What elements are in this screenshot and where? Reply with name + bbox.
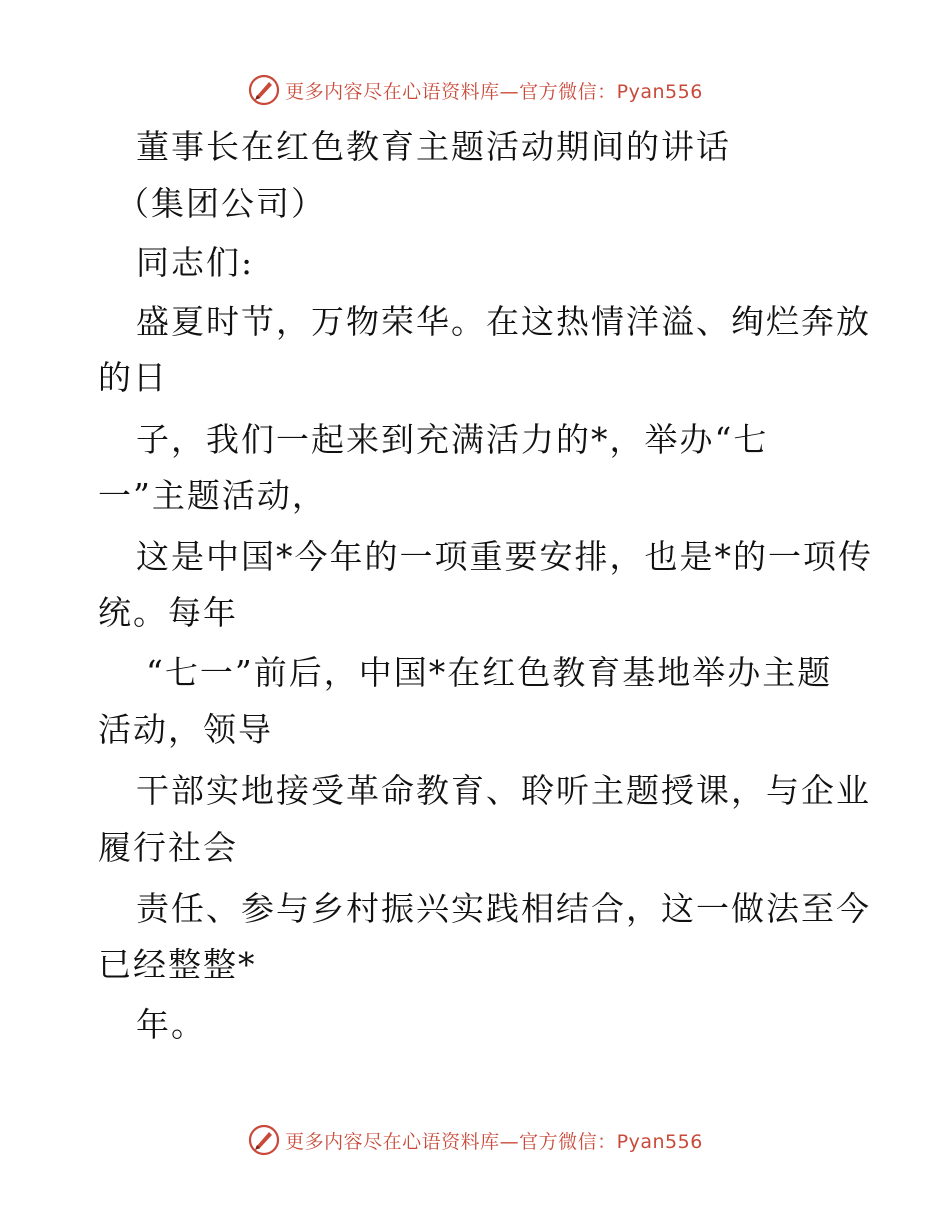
body-line: 子，我们一起来到充满活力的*，举办“七 (136, 420, 769, 459)
watermark-text: 更多内容尽在心语资料库—官方微信：Pyan556 (285, 80, 703, 103)
body-line: 已经整整* (98, 945, 257, 984)
watermark-logo-icon (247, 73, 281, 107)
document-subtitle: （集团公司） (116, 184, 326, 223)
body-line: 的日 (98, 358, 168, 397)
body-line: 这是中国*今年的一项重要安排，也是*的一项传 (136, 537, 873, 576)
watermark-logo-icon (247, 1123, 281, 1157)
body-line: 一”主题活动， (98, 476, 327, 515)
salutation: 同志们: (136, 243, 255, 282)
footer-watermark (0, 1120, 950, 1160)
body-line: 盛夏时节，万物荣华。在这热情洋溢、绚烂奔放 (136, 302, 871, 341)
header-watermark (0, 70, 950, 110)
body-line: 干部实地接受革命教育、聆听主题授课，与企业 (136, 771, 871, 810)
watermark-text: 更多内容尽在心语资料库—官方微信：Pyan556 (285, 1130, 703, 1153)
document-title: 董事长在红色教育主题活动期间的讲话 (136, 127, 731, 166)
body-line: “七一”前后，中国*在红色教育基地举办主题 (146, 653, 833, 692)
body-line: 统。每年 (98, 593, 238, 632)
body-line: 履行社会 (98, 828, 238, 867)
body-line: 责任、参与乡村振兴实践相结合，这一做法至今 (136, 889, 871, 928)
body-line: 年。 (136, 1005, 206, 1044)
body-line: 活动，领导 (98, 710, 273, 749)
